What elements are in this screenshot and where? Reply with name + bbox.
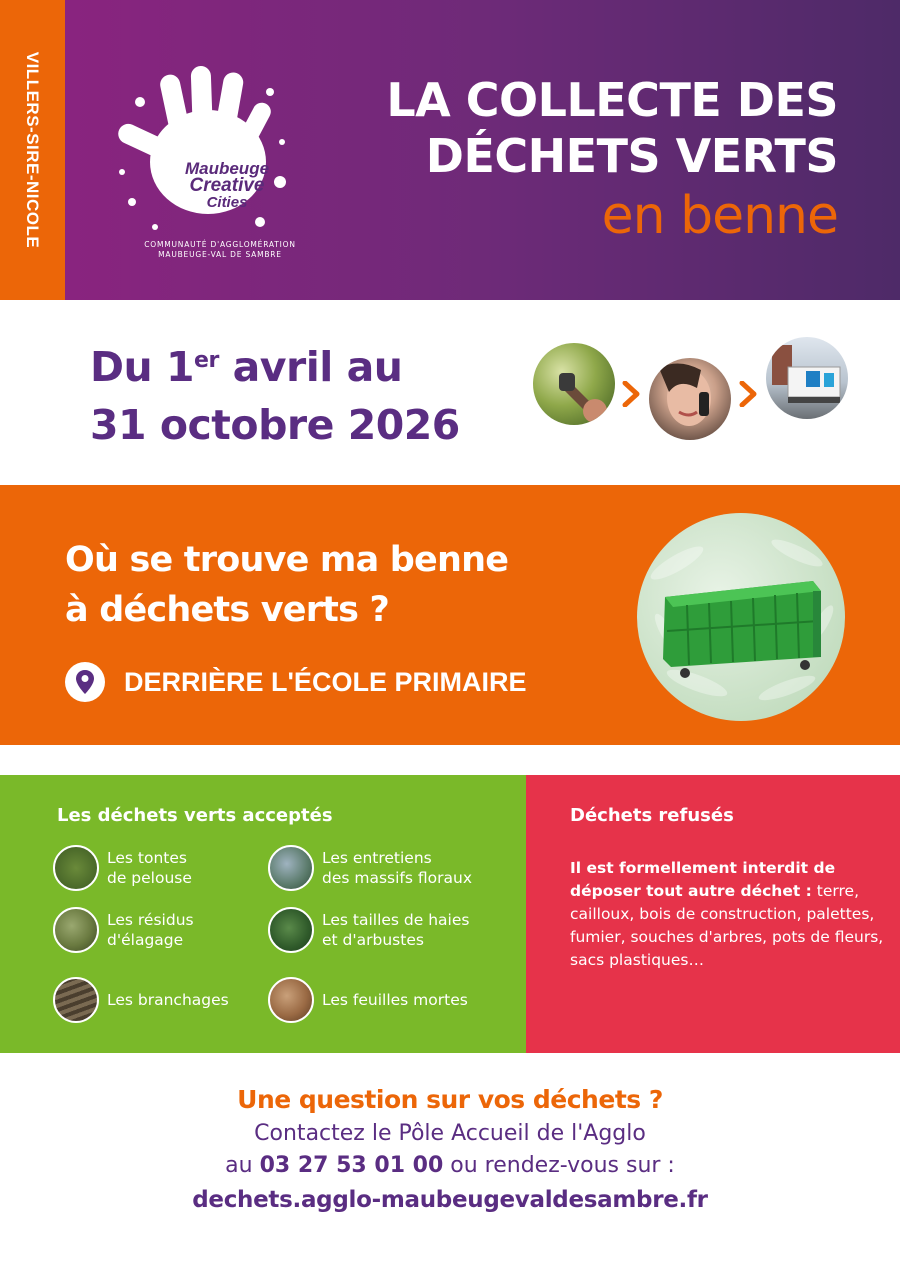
garden-work-photo-icon bbox=[533, 343, 615, 425]
logo-caption bbox=[120, 240, 320, 260]
location-question bbox=[65, 535, 508, 635]
page-title bbox=[386, 72, 838, 248]
chevron-right-icon bbox=[739, 381, 757, 407]
refused-waste-panel bbox=[526, 775, 900, 1053]
contact-website-link[interactable]: dechets.agglo-maubeugevaldesambre.fr bbox=[192, 1187, 708, 1213]
period-line2: 31 octobre 2026 bbox=[90, 401, 460, 449]
title-line1: LA COLLECTE DES bbox=[386, 73, 838, 127]
location-section bbox=[0, 485, 900, 745]
accepted-item-line2: et d'arbustes bbox=[322, 931, 424, 949]
contact-section bbox=[0, 1082, 900, 1218]
contact-suffix: ou rendez-vous sur : bbox=[443, 1153, 675, 1178]
accepted-item-label: Les branchages bbox=[107, 991, 229, 1009]
accepted-item-label bbox=[322, 910, 469, 950]
contact-line2 bbox=[0, 1150, 900, 1182]
commune-band bbox=[0, 0, 65, 300]
accepted-item-line1: Les résidus bbox=[107, 911, 194, 929]
contact-question: Une question sur vos déchets ? bbox=[237, 1085, 663, 1114]
logo-caption-line2: MAUBEUGE-VAL DE SAMBRE bbox=[158, 250, 282, 259]
logo-brand bbox=[162, 160, 292, 211]
accepted-item-line2: des massifs floraux bbox=[322, 869, 473, 887]
process-steps bbox=[530, 335, 860, 445]
dumpster-photo-icon bbox=[637, 513, 845, 721]
logo-brand-line2: Creative bbox=[189, 175, 265, 196]
branches-icon bbox=[53, 977, 99, 1023]
accepted-title: Les déchets verts acceptés bbox=[57, 805, 333, 826]
title-line3: en benne bbox=[601, 186, 838, 246]
chevron-right-icon bbox=[622, 381, 640, 407]
contact-phone[interactable]: 03 27 53 01 00 bbox=[259, 1153, 444, 1178]
grass-clippings-icon bbox=[53, 845, 99, 891]
hand-print-icon bbox=[110, 62, 300, 242]
header-banner bbox=[0, 0, 900, 300]
contact-line1: Contactez le Pôle Accueil de l'Agglo bbox=[254, 1121, 646, 1146]
hedge-trimmings-icon bbox=[268, 907, 314, 953]
flower-beds-icon bbox=[268, 845, 314, 891]
refused-warning: Il est formellement interdit de déposer tout autre déchet : bbox=[570, 859, 836, 900]
period-suffix: avril au bbox=[218, 343, 403, 391]
accepted-item-label bbox=[322, 848, 472, 888]
location-question-line2: à déchets verts ? bbox=[65, 590, 390, 630]
accepted-item-line1: Les entretiens bbox=[322, 849, 432, 867]
accepted-item-line2: de pelouse bbox=[107, 869, 192, 887]
refused-title: Déchets refusés bbox=[570, 805, 734, 826]
collection-truck-photo-icon bbox=[766, 337, 848, 419]
agglo-logo bbox=[110, 62, 300, 262]
logo-brand-line1: Maubeuge bbox=[184, 159, 270, 178]
accepted-item-line1: Les tontes bbox=[107, 849, 187, 867]
accepted-item-line1: Les tailles de haies bbox=[322, 911, 470, 929]
commune-name: VILLERS-SIRE-NICOLE bbox=[23, 51, 42, 249]
accepted-item-label: Les feuilles mortes bbox=[322, 991, 468, 1009]
collection-period bbox=[90, 338, 460, 454]
refused-text bbox=[570, 857, 890, 972]
period-line1 bbox=[90, 338, 460, 396]
contact-prefix: au bbox=[225, 1153, 260, 1178]
period-prefix: Du 1 bbox=[90, 343, 195, 391]
title-line2: DÉCHETS VERTS bbox=[425, 129, 838, 183]
accepted-item-label bbox=[107, 910, 194, 950]
period-sup: er bbox=[194, 348, 219, 373]
logo-caption-line1: COMMUNAUTÉ D'AGGLOMÉRATION bbox=[144, 240, 296, 249]
pruning-residue-icon bbox=[53, 907, 99, 953]
accepted-item-label bbox=[107, 848, 192, 888]
location-name: DERRIÈRE L'ÉCOLE PRIMAIRE bbox=[124, 667, 527, 697]
map-pin-icon bbox=[65, 662, 105, 702]
logo-brand-line3: Cities bbox=[206, 194, 248, 211]
accepted-waste-panel bbox=[0, 775, 526, 1053]
refused-list: terre, cailloux, bois de construction, palettes, fumier, souches d'arbres, pots de fleurs, sacs plastiques… bbox=[570, 882, 884, 969]
accepted-item-line2: d'élagage bbox=[107, 931, 184, 949]
dead-leaves-icon bbox=[268, 977, 314, 1023]
location-question-line1: Où se trouve ma benne bbox=[65, 540, 509, 580]
phone-call-photo-icon bbox=[649, 358, 731, 440]
